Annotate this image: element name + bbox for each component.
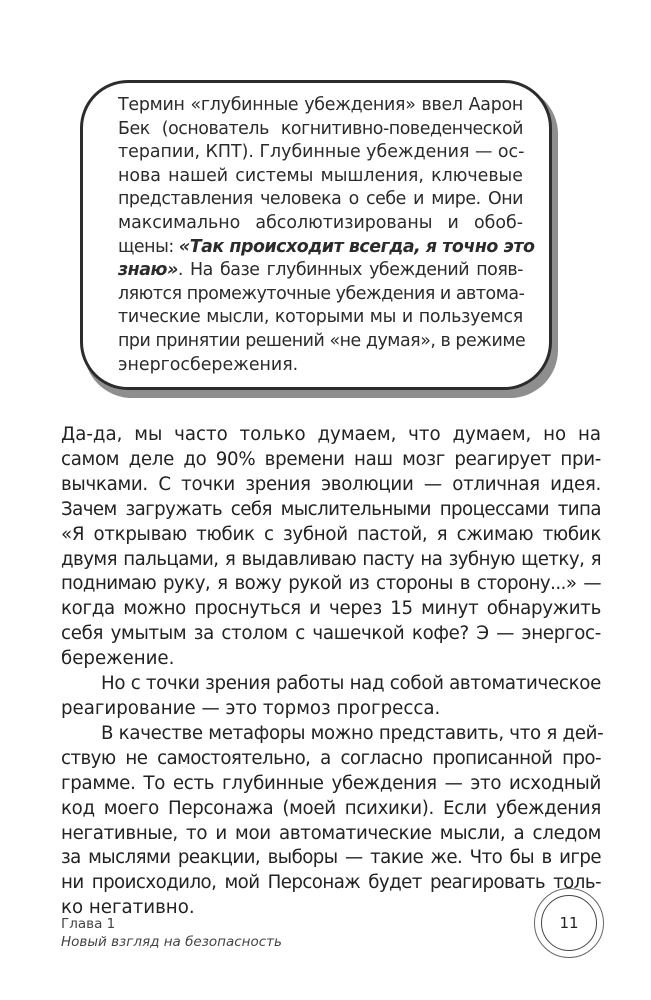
body-line: реагирование — это тормоз прогресса.: [61, 697, 441, 719]
callout-quote: «Так происходит всегда, я точно это: [178, 236, 535, 257]
callout-line: тические мысли, которыми мы и пользуемся: [118, 307, 523, 328]
callout-line: терапии, КПТ). Глубинные убеждения — ос-: [118, 142, 525, 163]
body-line: когда можно проснуться и через 15 минут обнаружить: [61, 598, 601, 620]
body-line: Да-да, мы часто только думаем, что думаем, но на: [61, 424, 601, 445]
body-text: [61, 423, 604, 921]
body-line: Зачем загружать себя мыслительными процессами типа: [61, 498, 601, 520]
callout-line: энергосбережения.: [118, 354, 299, 375]
page-footer: [61, 915, 282, 951]
body-line: «Я открываю тюбик с зубной пастой, я сжимаю тюбик: [61, 523, 601, 545]
callout-line: ляются промежуточные убеждения и автома-: [118, 283, 525, 304]
body-line: грамме. То есть глубинные убеждения — это исходный: [61, 772, 601, 794]
chapter-label: Глава 1: [61, 916, 116, 932]
callout-line: [118, 259, 523, 283]
body-line: двумя пальцами, я выдавливаю пасту на зубную щетку, я: [61, 548, 601, 570]
chapter-title: Новый взгляд на безопасность: [61, 934, 283, 950]
callout-line: при принятии решений «не думая», в режиме: [118, 330, 526, 351]
page-number: 11: [559, 914, 579, 932]
callout-line: Термин «глубинные убеждения» ввел Аарон: [118, 95, 523, 115]
body-line: код моего Персонажа (моей психики). Если убеждения: [61, 797, 601, 819]
body-line: бережение.: [61, 648, 175, 670]
body-line: самом деле до 90% времени наш мозг реагирует при-: [61, 448, 601, 470]
callout-line-start: щены:: [118, 236, 179, 257]
callout-line: представления человека о себе и мире. Они: [118, 189, 523, 210]
body-line: негативные, то и мои автоматические мысли, а следом: [61, 822, 601, 844]
body-line: ни происходило, мой Персонаж будет реагировать толь-: [61, 872, 601, 894]
callout-line: максимально абсолютизированы и обоб-: [118, 212, 523, 233]
body-line: В качестве метафоры можно представить, что я дей-: [101, 722, 604, 744]
callout-line: нова нашей системы мышления, ключевые: [118, 165, 523, 186]
callout-quote-end: знаю»: [118, 260, 178, 281]
page-number-badge: [541, 895, 597, 951]
body-line: ко негативно.: [61, 897, 195, 919]
body-line: себя умытым за столом с чашечкой кофе? Э — энергос-: [61, 623, 601, 645]
body-line: Но с точки зрения работы над собой автоматическое: [101, 673, 601, 695]
callout-text: [118, 94, 535, 377]
callout-line: Бек (основатель когнитивно-поведенческой: [118, 118, 523, 139]
callout-line: [118, 236, 535, 260]
body-line: поднимаю руку, я вожу рукой из стороны в сторону...» —: [61, 573, 601, 595]
callout-line-rest: . На базе глубинных убеждений появ-: [177, 260, 523, 281]
body-line: за мыслями реакции, выборы — такие же. Что бы в игре: [61, 847, 601, 869]
body-line: вычками. С точки зрения эволюции — отличная идея.: [61, 473, 601, 495]
body-line: ствую не самостоятельно, а согласно прописанной про-: [61, 747, 601, 769]
